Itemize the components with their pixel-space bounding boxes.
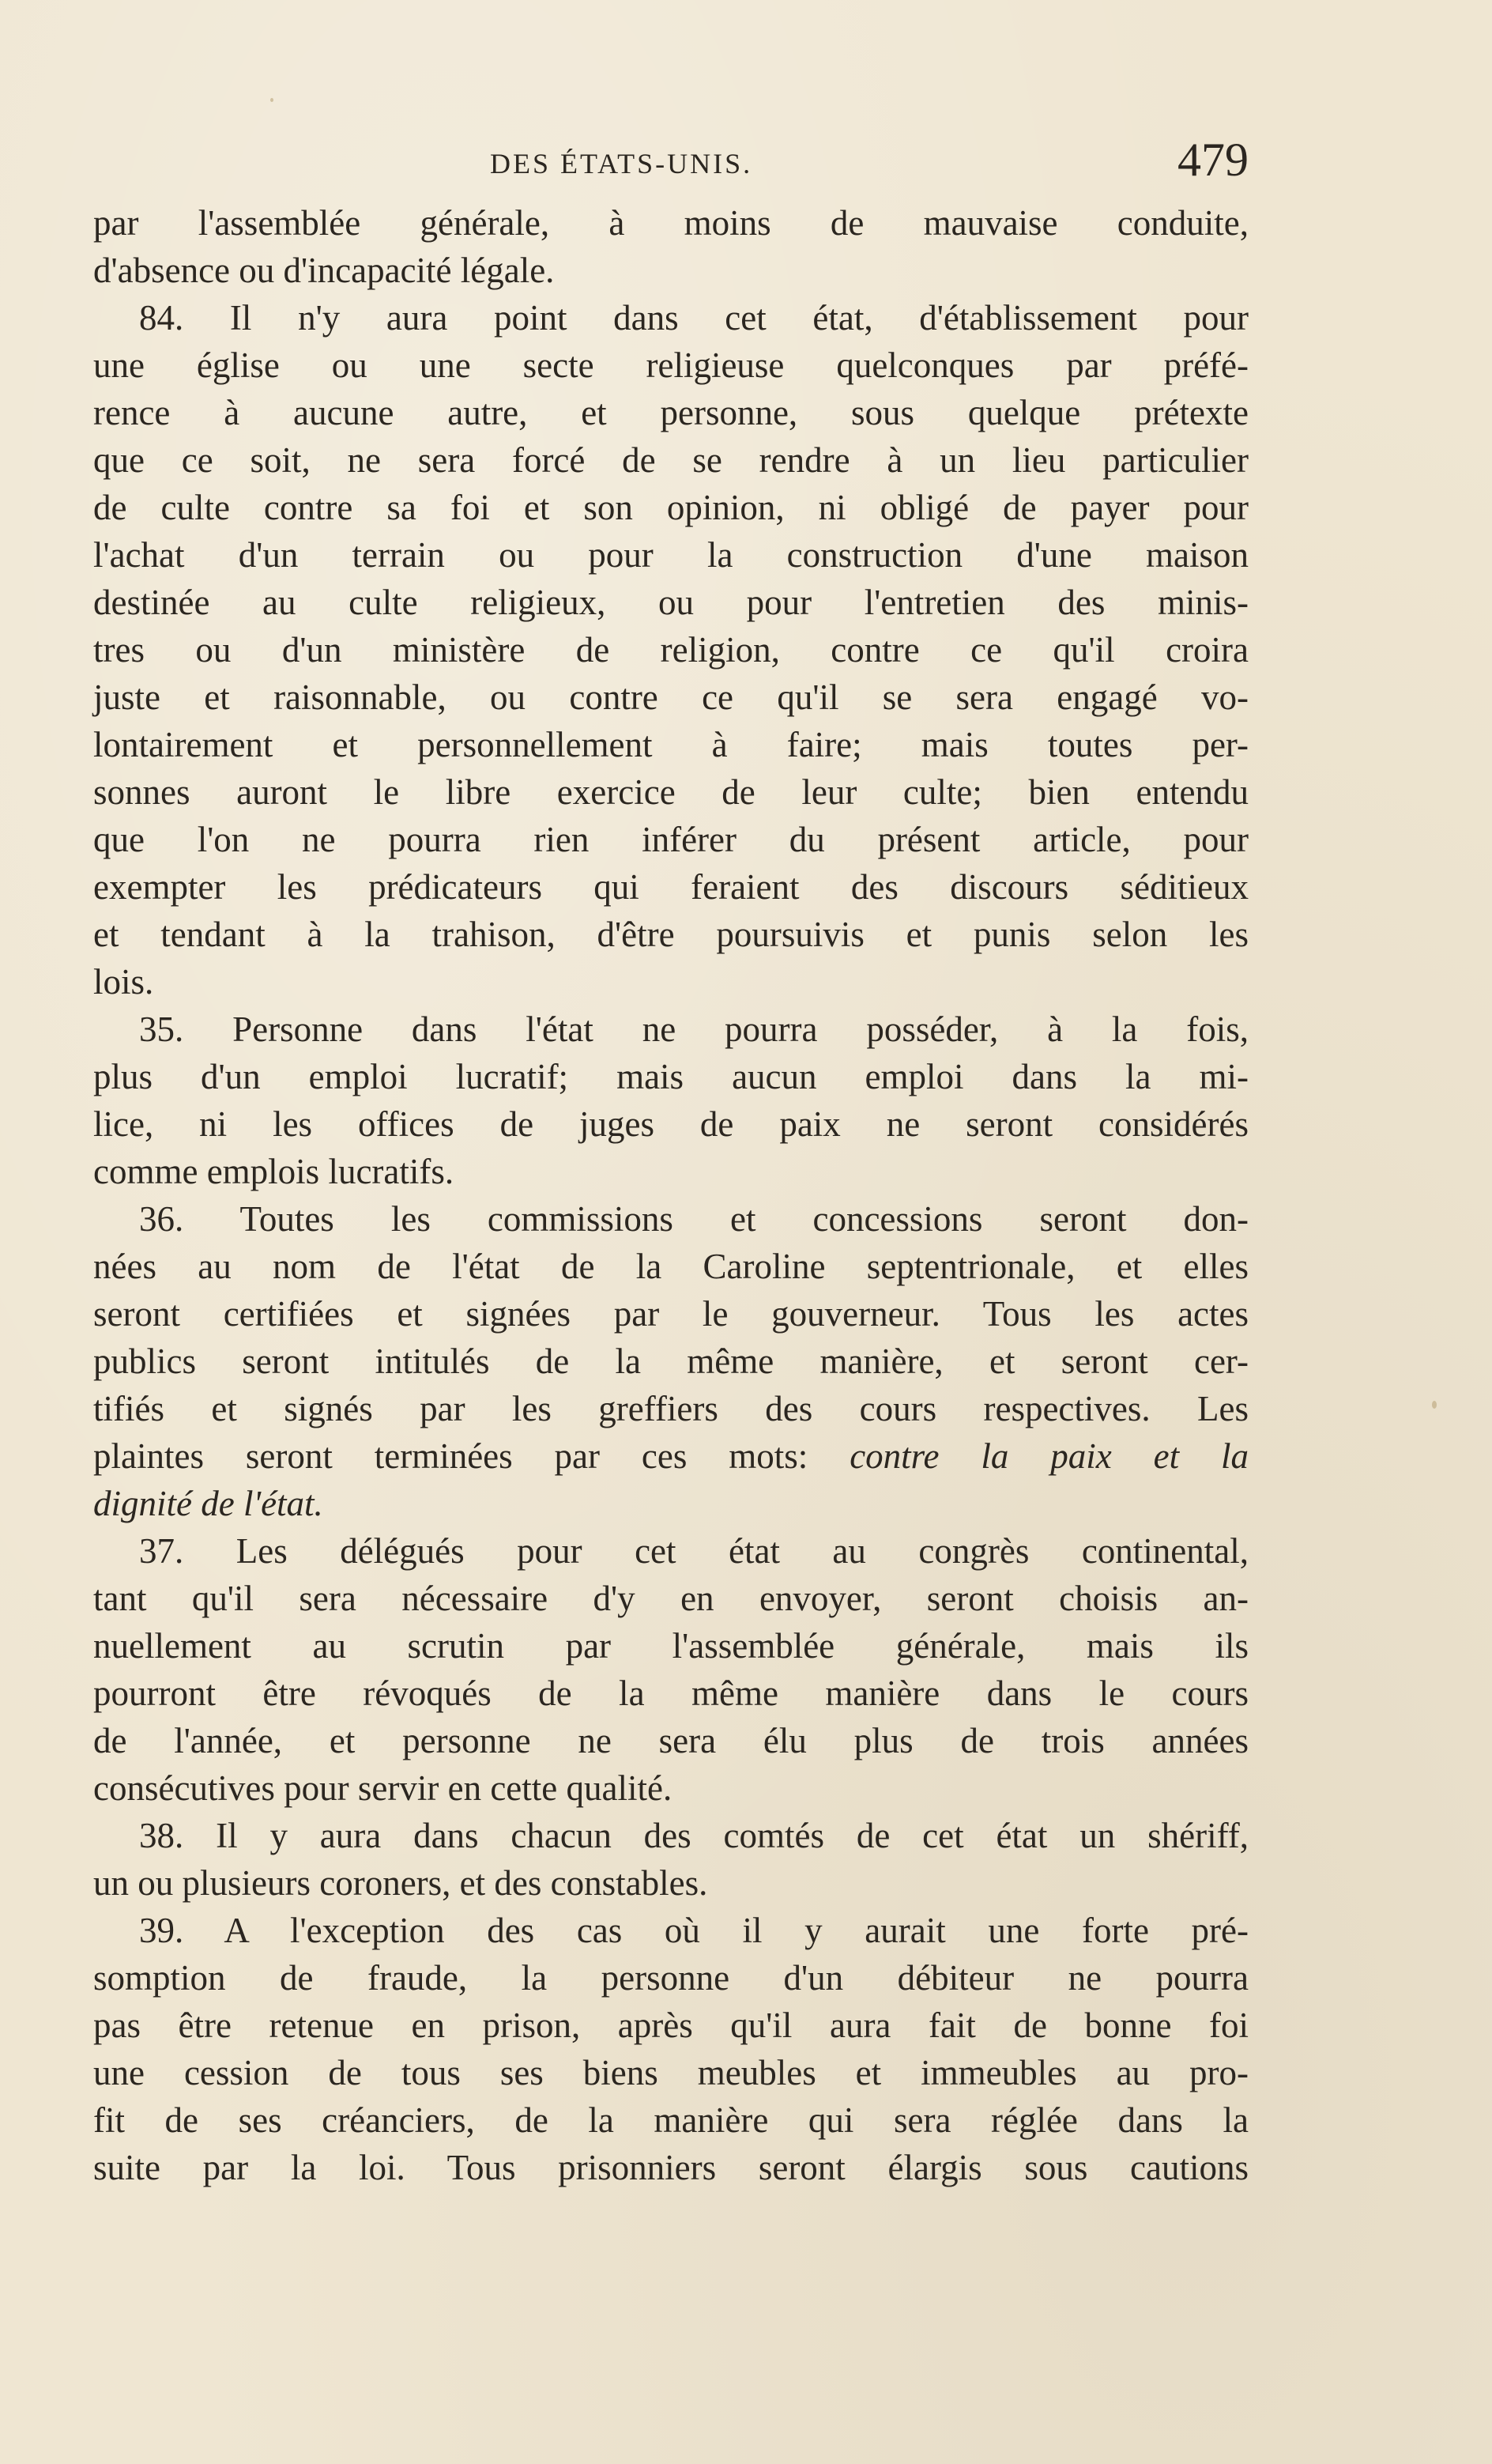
line-text: nuellement au scrutin par l'assemblée générale, mais ils: [93, 1626, 1249, 1666]
text-line: [93, 1195, 1249, 1243]
line-text: l'achat d'un terrain ou pour la construction d'une maison: [93, 535, 1249, 575]
line-text: tres ou d'un ministère de religion, contre ce qu'il croira: [93, 630, 1249, 670]
line-text: 36. Toutes les commissions et concessions seront don-: [139, 1199, 1249, 1239]
line-text: pourront être révoqués de la même manière dans le cours: [93, 1673, 1249, 1713]
line-text: suite par la loi. Tous prisonniers seront élargis sous cautions: [93, 2148, 1249, 2187]
text-line: [93, 1100, 1249, 1148]
line-text: nées au nom de l'état de la Caroline septentrionale, et elles: [93, 1247, 1249, 1286]
line-text: seront certifiées et signées par le gouverneur. Tous les actes: [93, 1294, 1249, 1334]
line-text: 38. Il y aura dans chacun des comtés de cet état un shériff,: [139, 1816, 1249, 1855]
text-line: [93, 768, 1249, 816]
line-text: sonnes auront le libre exercice de leur culte; bien entendu: [93, 772, 1249, 812]
text-line: [93, 484, 1249, 531]
text-line: [93, 1290, 1249, 1338]
text-line: [93, 1907, 1249, 1954]
line-text: que l'on ne pourra rien inférer du présent article, pour: [93, 820, 1249, 859]
paper-speck: [270, 98, 273, 102]
text-line: [93, 674, 1249, 721]
text-line: [93, 1954, 1249, 2002]
line-text: de l'année, et personne ne sera élu plus de trois années: [93, 1721, 1249, 1760]
body-text: [93, 199, 1249, 2191]
italic-phrase: contre la paix et la: [850, 1436, 1249, 1476]
line-text: par l'assemblée générale, à moins de mauvaise conduite,: [93, 203, 1249, 243]
line-text: lois.: [93, 962, 154, 1002]
text-line: [93, 1670, 1249, 1717]
line-text: 39. A l'exception des cas où il y aurait une forte pré-: [139, 1911, 1249, 1950]
line-text: et tendant à la trahison, d'être poursuivis et punis selon les: [93, 915, 1249, 954]
line-text: une église ou une secte religieuse quelconques par préfé-: [93, 345, 1249, 385]
text-line: [93, 1717, 1249, 1764]
text-line: [93, 247, 1249, 294]
text-line: [93, 1148, 1249, 1195]
text-line: [93, 579, 1249, 626]
line-text: comme emplois lucratifs.: [93, 1152, 454, 1191]
line-text: d'absence ou d'incapacité légale.: [93, 251, 555, 290]
text-line: [93, 389, 1249, 436]
text-line: [93, 1338, 1249, 1385]
line-text: rence à aucune autre, et personne, sous quelque prétexte: [93, 393, 1249, 432]
line-text: pas être retenue en prison, après qu'il aura fait de bonne foi: [93, 2006, 1249, 2045]
text-line: [93, 2096, 1249, 2144]
text-line: [93, 1006, 1249, 1053]
text-line: [93, 1575, 1249, 1622]
text-line: [93, 2144, 1249, 2191]
text-line: [93, 1859, 1249, 1907]
paper-speck: [1432, 1401, 1437, 1409]
text-line: [93, 1053, 1249, 1100]
text-line: [93, 1480, 1249, 1527]
line-text: 35. Personne dans l'état ne pourra posséder, à la fois,: [139, 1009, 1249, 1049]
line-text: somption de fraude, la personne d'un débiteur ne pourra: [93, 1958, 1249, 1998]
text-line: [93, 2002, 1249, 2049]
text-line: [93, 341, 1249, 389]
line-text: publics seront intitulés de la même manière, et seront cer-: [93, 1341, 1249, 1381]
line-text: tant qu'il sera nécessaire d'y en envoyer, seront choisis an-: [93, 1579, 1249, 1618]
text-line: [93, 958, 1249, 1006]
text-line: [93, 1385, 1249, 1432]
line-text: lontairement et personnellement à faire; mais toutes per-: [93, 725, 1249, 764]
line-text: lice, ni les offices de juges de paix ne seront considérés: [93, 1104, 1249, 1144]
text-line: [93, 2049, 1249, 2096]
text-line: [93, 1432, 1249, 1480]
text-line: [93, 911, 1249, 958]
text-line: [93, 199, 1249, 247]
line-text: de culte contre sa foi et son opinion, ni obligé de payer pour: [93, 488, 1249, 527]
line-text: exempter les prédicateurs qui feraient des discours séditieux: [93, 867, 1249, 907]
line-text: plaintes seront terminées par ces mots:: [93, 1436, 808, 1476]
line-text: un ou plusieurs coroners, et des constables.: [93, 1863, 708, 1903]
text-line: [93, 294, 1249, 341]
text-line: [93, 1622, 1249, 1670]
line-text: juste et raisonnable, ou contre ce qu'il se sera engagé vo-: [93, 677, 1249, 717]
text-line: [93, 436, 1249, 484]
text-line: [93, 1764, 1249, 1812]
line-text: que ce soit, ne sera forcé de se rendre à un lieu particulier: [93, 440, 1249, 480]
line-text: fit de ses créanciers, de la manière qui sera réglée dans la: [93, 2100, 1249, 2140]
line-text: 37. Les délégués pour cet état au congrès continental,: [139, 1531, 1249, 1571]
line-text: une cession de tous ses biens meubles et immeubles au pro-: [93, 2053, 1249, 2092]
line-text: tifiés et signés par les greffiers des cours respectives. Les: [93, 1389, 1249, 1428]
text-line: [93, 721, 1249, 768]
page-number: 479: [1177, 134, 1249, 186]
line-text: plus d'un emploi lucratif; mais aucun emploi dans la mi-: [93, 1057, 1249, 1096]
text-line: [93, 863, 1249, 911]
text-line: [93, 1527, 1249, 1575]
line-text: destinée au culte religieux, ou pour l'entretien des minis-: [93, 583, 1249, 622]
line-text: consécutives pour servir en cette qualité.: [93, 1768, 673, 1808]
text-line: [93, 816, 1249, 863]
text-line: [93, 1243, 1249, 1290]
running-header: [93, 133, 1249, 196]
italic-phrase: dignité de l'état.: [93, 1484, 323, 1523]
text-line: [93, 626, 1249, 674]
line-text: 84. Il n'y aura point dans cet état, d'établissement pour: [139, 298, 1249, 338]
running-title: DES ÉTATS-UNIS.: [490, 148, 753, 179]
text-line: [93, 1812, 1249, 1859]
text-line: [93, 531, 1249, 579]
